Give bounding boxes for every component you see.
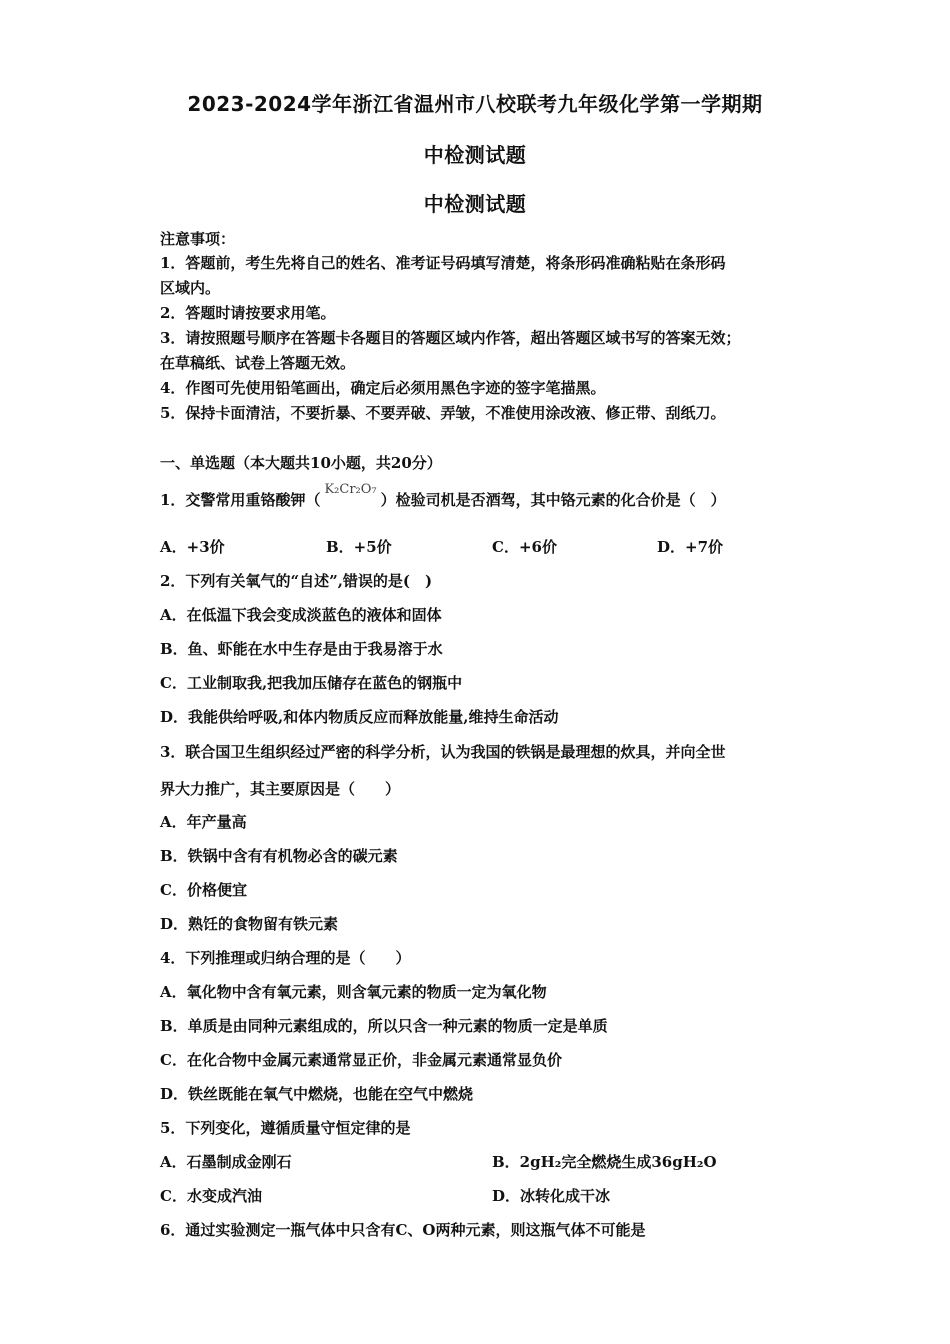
notice-item-5: 5．保持卡面清洁，不要折暴、不要弄破、弄皱，不准使用涂改液、修正带、刮纸刀。 bbox=[160, 404, 726, 422]
q1-formula: K₂Cr₂O₇ bbox=[324, 482, 377, 497]
notice-item-4: 4．作图可先使用铅笔画出，确定后必须用黑色字迹的签字笔描黑。 bbox=[160, 379, 606, 397]
question-1-stem bbox=[160, 482, 800, 510]
q5-option-d: D．冰转化成干冰 bbox=[492, 1187, 611, 1205]
question-4-stem: 4．下列推理或归纳合理的是（ ） bbox=[160, 949, 411, 967]
q5-option-a: A．石墨制成金刚石 bbox=[160, 1153, 292, 1171]
q4-option-d: D．铁丝既能在氧气中燃烧，也能在空气中燃烧 bbox=[160, 1085, 474, 1103]
question-5-stem: 5．下列变化，遵循质量守恒定律的是 bbox=[160, 1119, 411, 1137]
notice-item-1-cont: 区域内。 bbox=[160, 279, 221, 297]
q4-option-b: B．单质是由同种元素组成的，所以只含一种元素的物质一定是单质 bbox=[160, 1017, 608, 1035]
question-3-stem: 3．联合国卫生组织经过严密的科学分析，认为我国的铁锅是最理想的炊具，并向全世 bbox=[160, 743, 726, 761]
q1-stem-before: 1．交警常用重铬酸钾（ bbox=[160, 491, 321, 509]
q3-option-c: C．价格便宜 bbox=[160, 881, 247, 899]
notice-heading: 注意事项： bbox=[160, 230, 236, 248]
q2-option-a: A．在低温下我会变成淡蓝色的液体和固体 bbox=[160, 606, 442, 624]
exam-title-line1: 2023-2024学年浙江省温州市八校联考九年级化学第一学期期 bbox=[187, 92, 763, 116]
q2-option-b: B．鱼、虾能在水中生存是由于我易溶于水 bbox=[160, 640, 443, 658]
section-heading: 一、单选题（本大题共10小题，共20分） bbox=[160, 454, 442, 472]
q4-option-c: C．在化合物中金属元素通常显正价，非金属元素通常显负价 bbox=[160, 1051, 562, 1069]
q1-stem-after: ）检验司机是否酒驾，其中铬元素的化合价是（ ） bbox=[380, 491, 726, 509]
question-6-stem: 6．通过实验测定一瓶气体中只含有C、O两种元素，则这瓶气体不可能是 bbox=[160, 1221, 646, 1239]
notice-item-2: 2．答题时请按要求用笔。 bbox=[160, 304, 336, 322]
q3-option-b: B．铁锅中含有有机物必含的碳元素 bbox=[160, 847, 398, 865]
notice-item-3-cont: 在草稿纸、试卷上答题无效。 bbox=[160, 354, 356, 372]
q4-option-a: A．氧化物中含有氧元素，则含氧元素的物质一定为氧化物 bbox=[160, 983, 547, 1001]
q1-option-b: B．+5价 bbox=[326, 538, 392, 556]
notice-item-3: 3．请按照题号顺序在答题卡各题目的答题区域内作答，超出答题区域书写的答案无效； bbox=[160, 329, 741, 347]
q1-option-a: A．+3价 bbox=[160, 538, 225, 556]
q5-option-c: C．水变成汽油 bbox=[160, 1187, 262, 1205]
q2-option-c: C．工业制取我,把我加压储存在蓝色的钢瓶中 bbox=[160, 674, 463, 692]
exam-title-line2: 中检测试题 bbox=[423, 143, 527, 167]
q2-option-d: D．我能供给呼吸,和体内物质反应而释放能量,维持生命活动 bbox=[160, 708, 559, 726]
q5-option-b: B．2gH₂完全燃烧生成36gH₂O bbox=[492, 1153, 717, 1171]
exam-title-line3: 中检测试题 bbox=[423, 192, 527, 216]
notice-item-1: 1．答题前，考生先将自己的姓名、准考证号码填写清楚，将条形码准确粘贴在条形码 bbox=[160, 254, 726, 272]
q3-option-a: A．年产量高 bbox=[160, 813, 247, 831]
question-3-stem-cont: 界大力推广，其主要原因是（ ） bbox=[160, 780, 401, 798]
question-2-stem: 2．下列有关氧气的“自述”,错误的是( ) bbox=[160, 572, 433, 590]
q1-option-c: C．+6价 bbox=[492, 538, 557, 556]
q3-option-d: D．熟饪的食物留有铁元素 bbox=[160, 915, 339, 933]
q1-option-d: D．+7价 bbox=[657, 538, 724, 556]
